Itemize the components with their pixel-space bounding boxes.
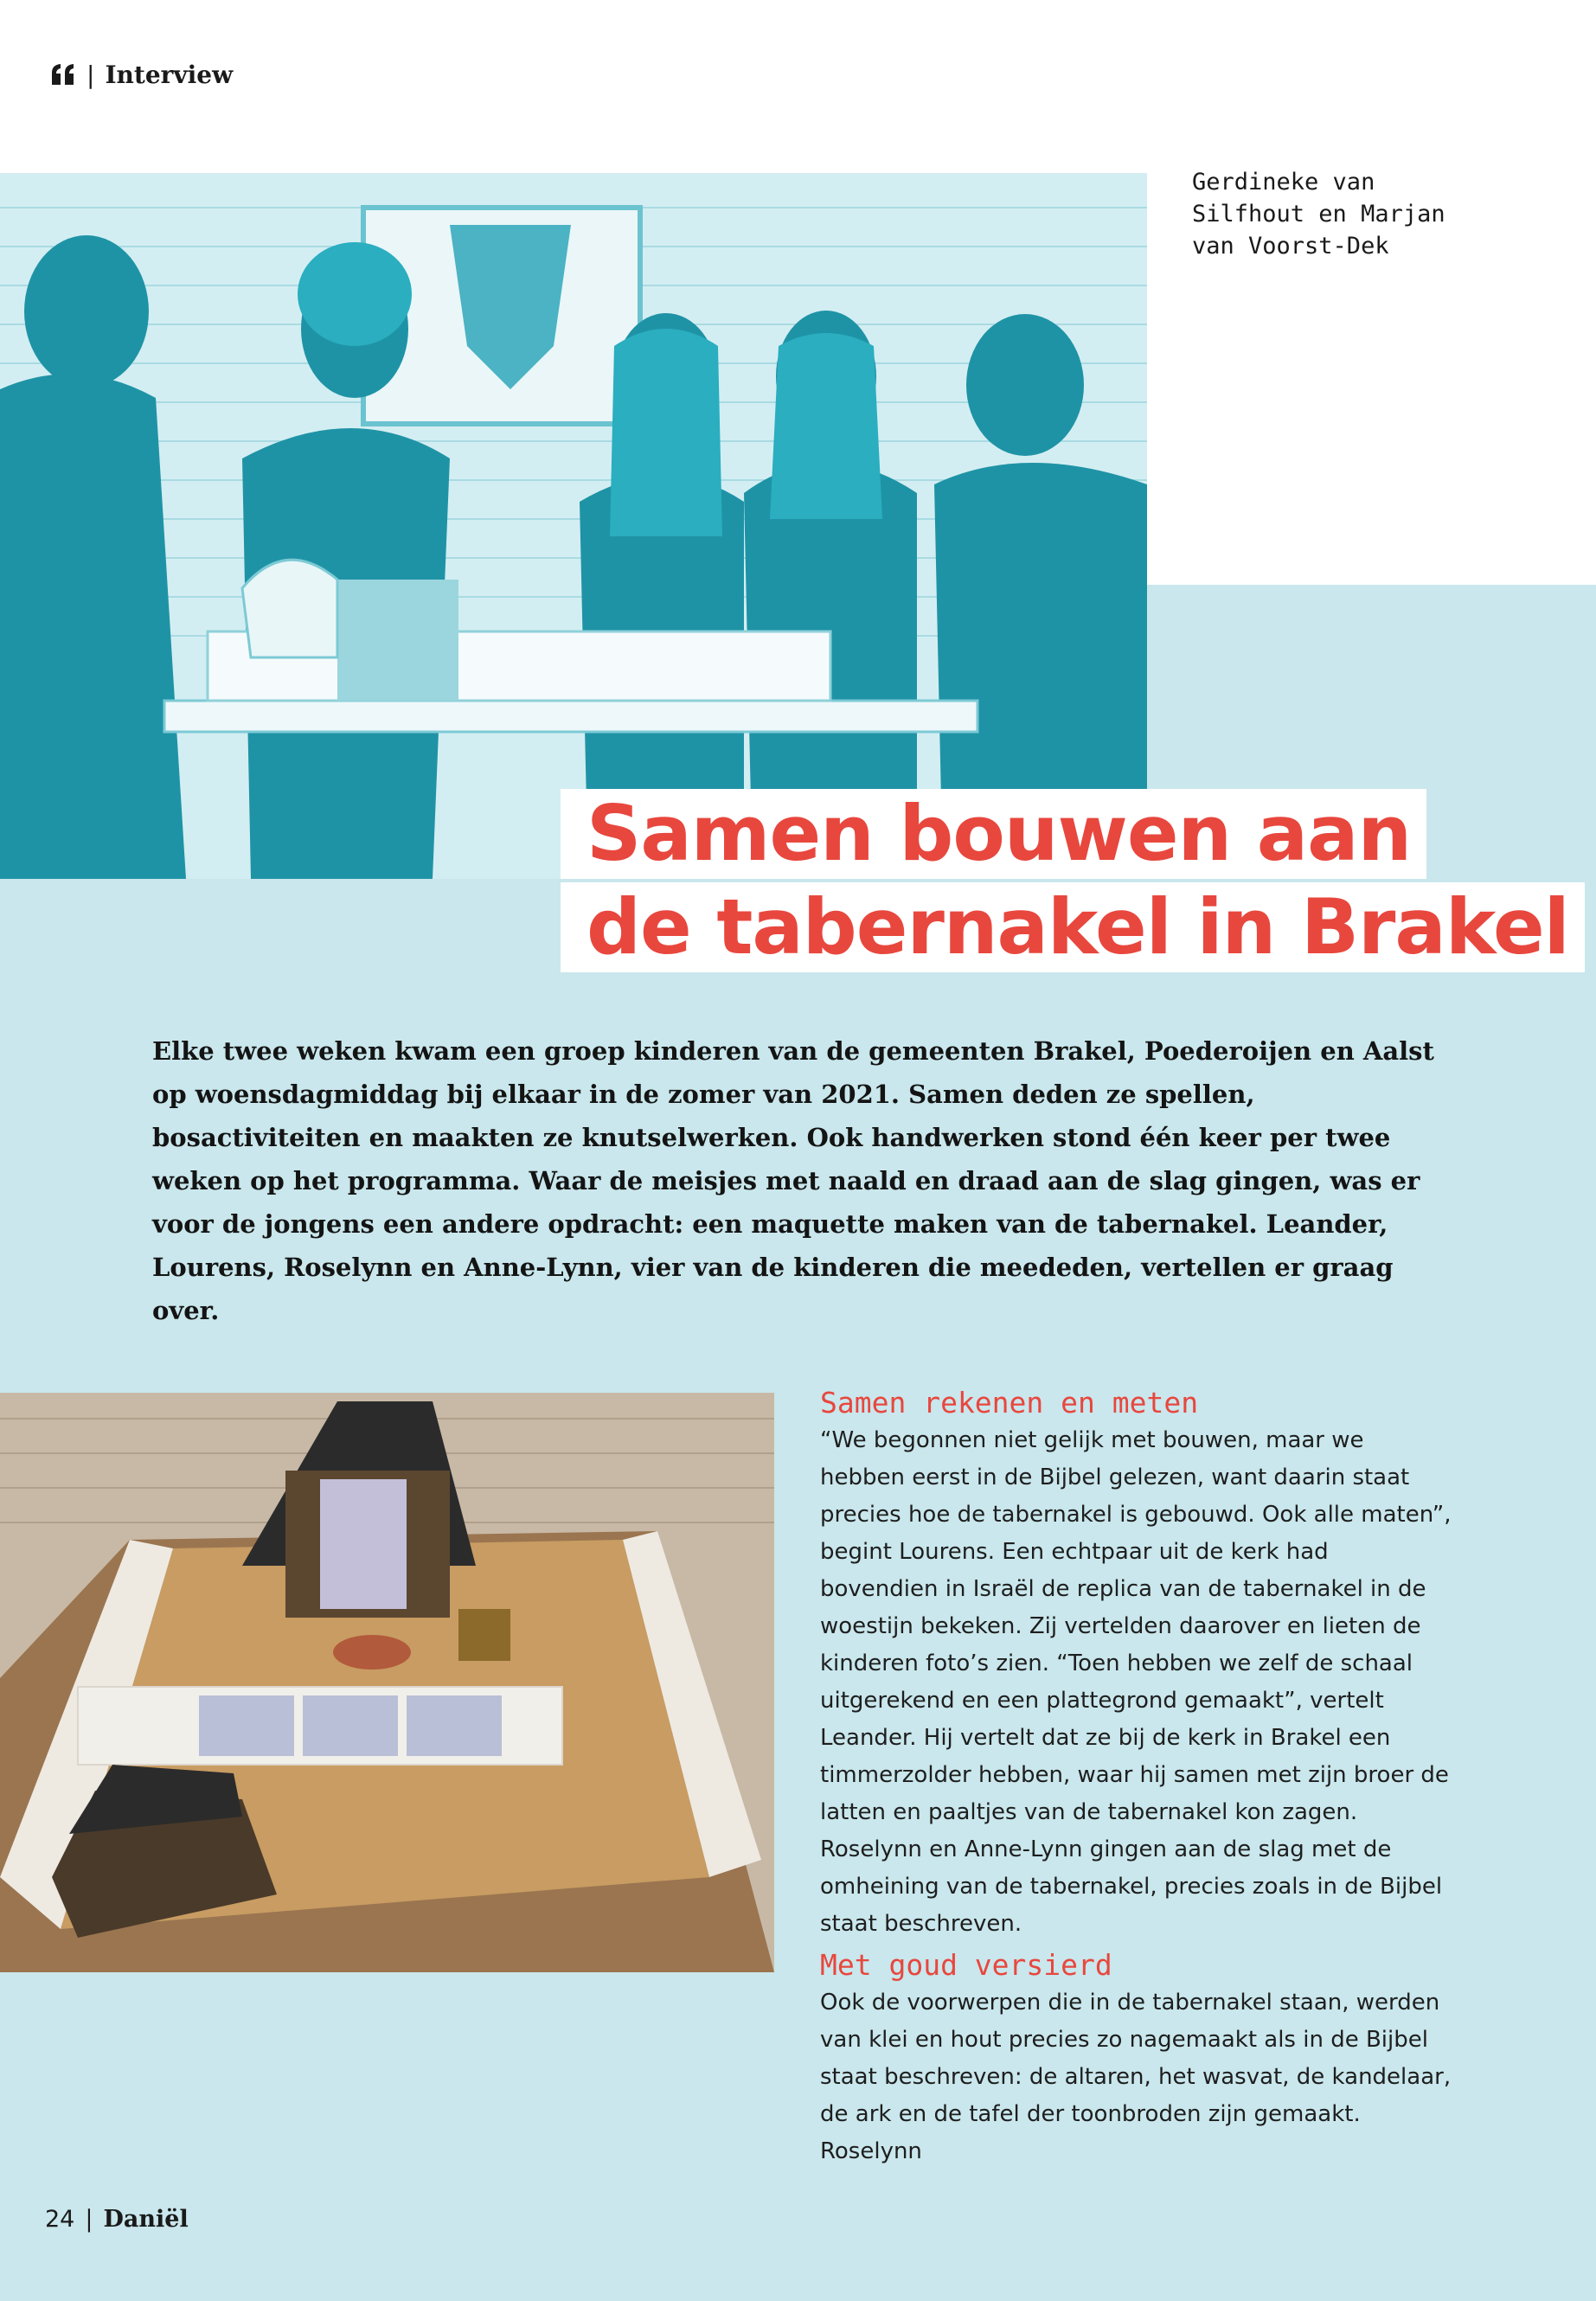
tabernacle-model-photo — [0, 1393, 774, 1972]
magazine-name: Daniël — [103, 2206, 189, 2233]
page-footer — [45, 2206, 189, 2233]
page-number: 24 — [45, 2206, 75, 2233]
title-line-1: Samen bouwen aan — [561, 789, 1426, 879]
section-2-heading: Met goud versierd — [820, 1948, 1112, 1982]
intro-paragraph: Elke twee weken kwam een groep kinderen van de gemeenten Brakel, Poederoijen en Aalst op woensdagmiddag bij elkaar in de zomer van 2021. Samen deden ze spellen, bosactiviteiten en maakten ze knutselwerken. Ook handwerken stond één keer per twee weken op het programma. Waar de meisjes met naald en draad aan de slag gingen, was er voor de jongens een andere opdracht: een maquette maken van de tabernakel. Leander, Lourens, Roselynn en Anne-Lynn, vier van de kinderen die meededen, vertellen er graag over. — [152, 1036, 1434, 1325]
quote-icon — [50, 62, 76, 87]
section-1-heading: Samen rekenen en meten — [820, 1386, 1199, 1420]
section-samen-rekenen-en-meten — [820, 1384, 1452, 1943]
section-met-goud-versierd — [820, 1946, 1452, 2170]
header-divider: | — [87, 60, 95, 89]
section-2-body: Ook de voorwerpen die in de tabernakel staan, werden van klei en hout precies zo nagemaakt als in de Bijbel staat beschreven: de altaren, het wasvat, de kandelaar, de ark en de tafel der toonbroden zijn gemaakt. Roselynn — [820, 1990, 1452, 2164]
section-label: Interview — [105, 60, 234, 89]
section-header — [50, 57, 233, 92]
title-line-2: de tabernakel in Brakel — [561, 882, 1585, 972]
article-title — [561, 789, 1585, 976]
section-1-body: “We begonnen niet gelijk met bouwen, maar we hebben eerst in de Bijbel gelezen, want daarin staat precies hoe de tabernakel is gebouwd. Ook alle maten”, begint Lourens. Een echtpaar uit de kerk had bovendien in Israël de replica van de tabernakel in de woestijn bekeken. Zij vertelden daarover en lieten de kinderen foto’s zien. “Toen hebben we zelf de schaal uitgerekend en een plattegrond gemaakt”, vertelt Leander. Hij vertelt dat ze bij de kerk in Brakel een timmerzolder hebben, waar hij samen met zijn broer de latten en paaltjes van de tabernakel kon zagen. Roselynn en Anne-Lynn gingen aan de slag met de omheining van de tabernakel, precies zoals in de Bijbel staat beschreven. — [820, 1427, 1452, 1937]
author-credit: Gerdineke van Silfhout en Marjan van Voorst-Dek — [1192, 169, 1445, 260]
group-photo-children-with-model — [0, 173, 1147, 879]
footer-divider: | — [85, 2206, 93, 2233]
